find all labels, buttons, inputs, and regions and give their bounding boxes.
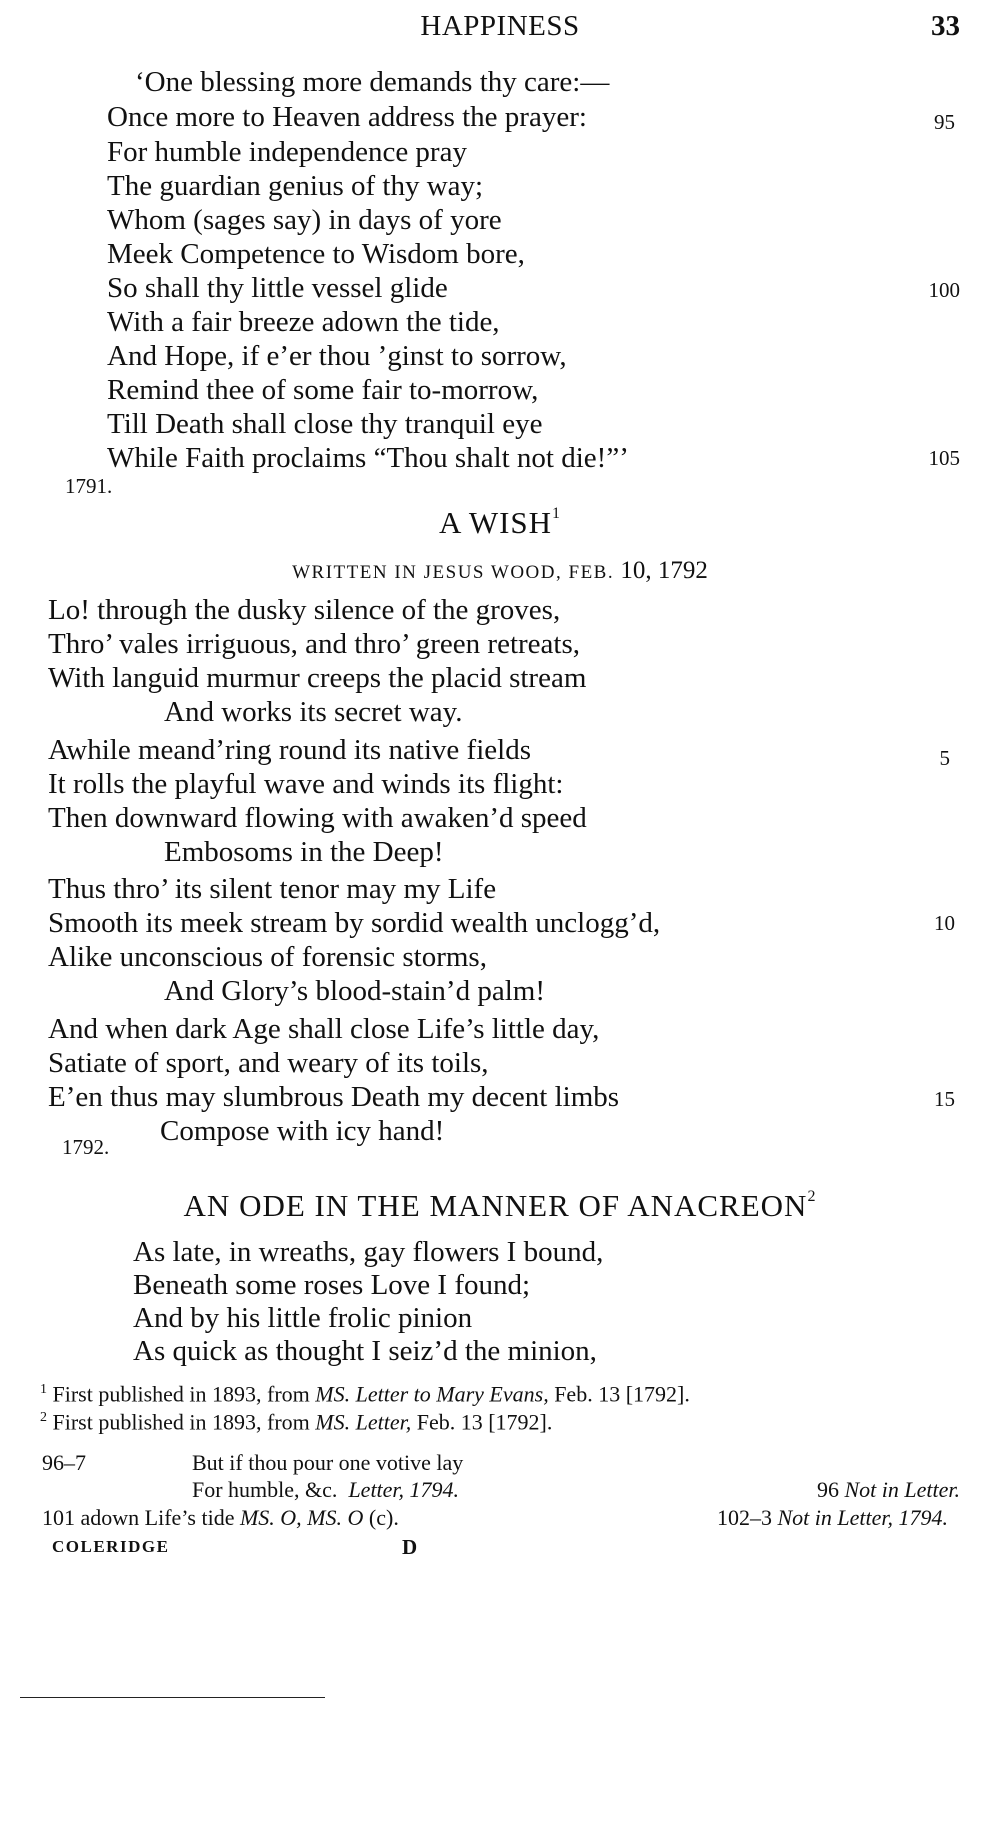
poem-subtitle: WRITTEN IN JESUS WOOD, FEB. 10, 1792 [292,557,708,584]
line-number: 95 [934,110,955,134]
footnote-marker: 1 [552,504,562,522]
verse-line: Once more to Heaven address the prayer: [107,101,587,133]
verse-line: Till Death shall close thy tranquil eye [107,408,543,440]
verse-line: Thro’ vales irriguous, and thro’ green retreats, [48,628,580,660]
variant-text: 101 adown Life’s tide MS. O, MS. O (c). [42,1505,399,1530]
footnote-rule [20,1697,325,1698]
verse-line: Alike unconscious of forensic storms, [48,941,487,973]
verse-line: For humble independence pray [107,136,467,168]
verse-line: Awhile meand’ring round its native fields [48,734,531,766]
poem-date: 1792. [62,1135,110,1159]
verse-line: And Hope, if e’er thou ’ginst to sorrow, [107,340,567,372]
line-number: 105 [928,446,960,470]
verse-line: Satiate of sport, and weary of its toils, [48,1047,489,1079]
line-number: 15 [934,1087,955,1111]
line-number: 100 [928,278,960,302]
verse-line: As late, in wreaths, gay flowers I bound, [133,1236,604,1268]
verse-line: It rolls the playful wave and winds its flight: [48,768,564,800]
verse-line: And by his little frolic pinion [133,1302,473,1334]
running-title: HAPPINESS [420,10,580,42]
verse-line: Lo! through the dusky silence of the groves, [48,594,561,626]
verse-line: And Glory’s blood-stain’d palm! [164,975,545,1007]
verse-line: So shall thy little vessel glide [107,272,448,304]
verse-line: Beneath some roses Love I found; [133,1269,531,1301]
verse-line: Thus thro’ its silent tenor may my Life [48,873,497,905]
verse-line: Whom (sages say) in days of yore [107,204,502,236]
verse-line: Then downward flowing with awaken’d speed [48,802,587,834]
variant-ref: 96–7 [42,1450,86,1475]
verse-line: Meek Competence to Wisdom bore, [107,238,525,270]
variant-text: But if thou pour one votive lay [192,1450,464,1475]
verse-line: Remind thee of some fair to-morrow, [107,374,539,406]
signature-mark: D [402,1535,418,1559]
line-number: 5 [939,746,950,770]
poem-title: AN ODE IN THE MANNER OF ANACREON$^2$ [183,1187,817,1223]
footnote-marker: 2 [807,1187,817,1205]
footnote: $^2$ First published in 1893, from MS. Letter, Feb. 13 [1792]. [40,1409,553,1435]
poem-title: A WISH$^1$ [438,504,562,540]
poem-date: 1791. [65,474,113,498]
verse-line: And works its secret way. [164,696,463,728]
verse-line: The guardian genius of thy way; [107,170,484,202]
verse-line: ‘One blessing more demands thy care:— [135,66,610,98]
verse-line: Embosoms in the Deep! [164,836,444,868]
verse-line: With a fair breeze adown the tide, [107,306,500,338]
verse-line: Smooth its meek stream by sordid wealth unclogg’d, [48,907,661,939]
footnote: $^1$ First published in 1893, from MS. Letter to Mary Evans, Feb. 13 [1792]. [40,1381,690,1407]
verse-line: And when dark Age shall close Life’s little day, [48,1013,600,1045]
variant-text: 102–3 Not in Letter, 1794. [716,1505,948,1530]
verse-line: While Faith proclaims “Thou shalt not die!”’ [107,442,629,474]
verse-line: As quick as thought I seiz’d the minion, [133,1335,597,1367]
signature-author: COLERIDGE [52,1537,170,1556]
page-number: 33 [931,10,960,42]
verse-line: With languid murmur creeps the placid stream [48,662,587,694]
line-number: 10 [934,911,955,935]
verse-line: Compose with icy hand! [160,1115,445,1147]
verse-line: E’en thus may slumbrous Death my decent limbs [48,1081,620,1113]
variant-text: 96 Not in Letter. [816,1477,960,1502]
variant-text: For humble, &c. Letter, 1794. [192,1477,460,1502]
